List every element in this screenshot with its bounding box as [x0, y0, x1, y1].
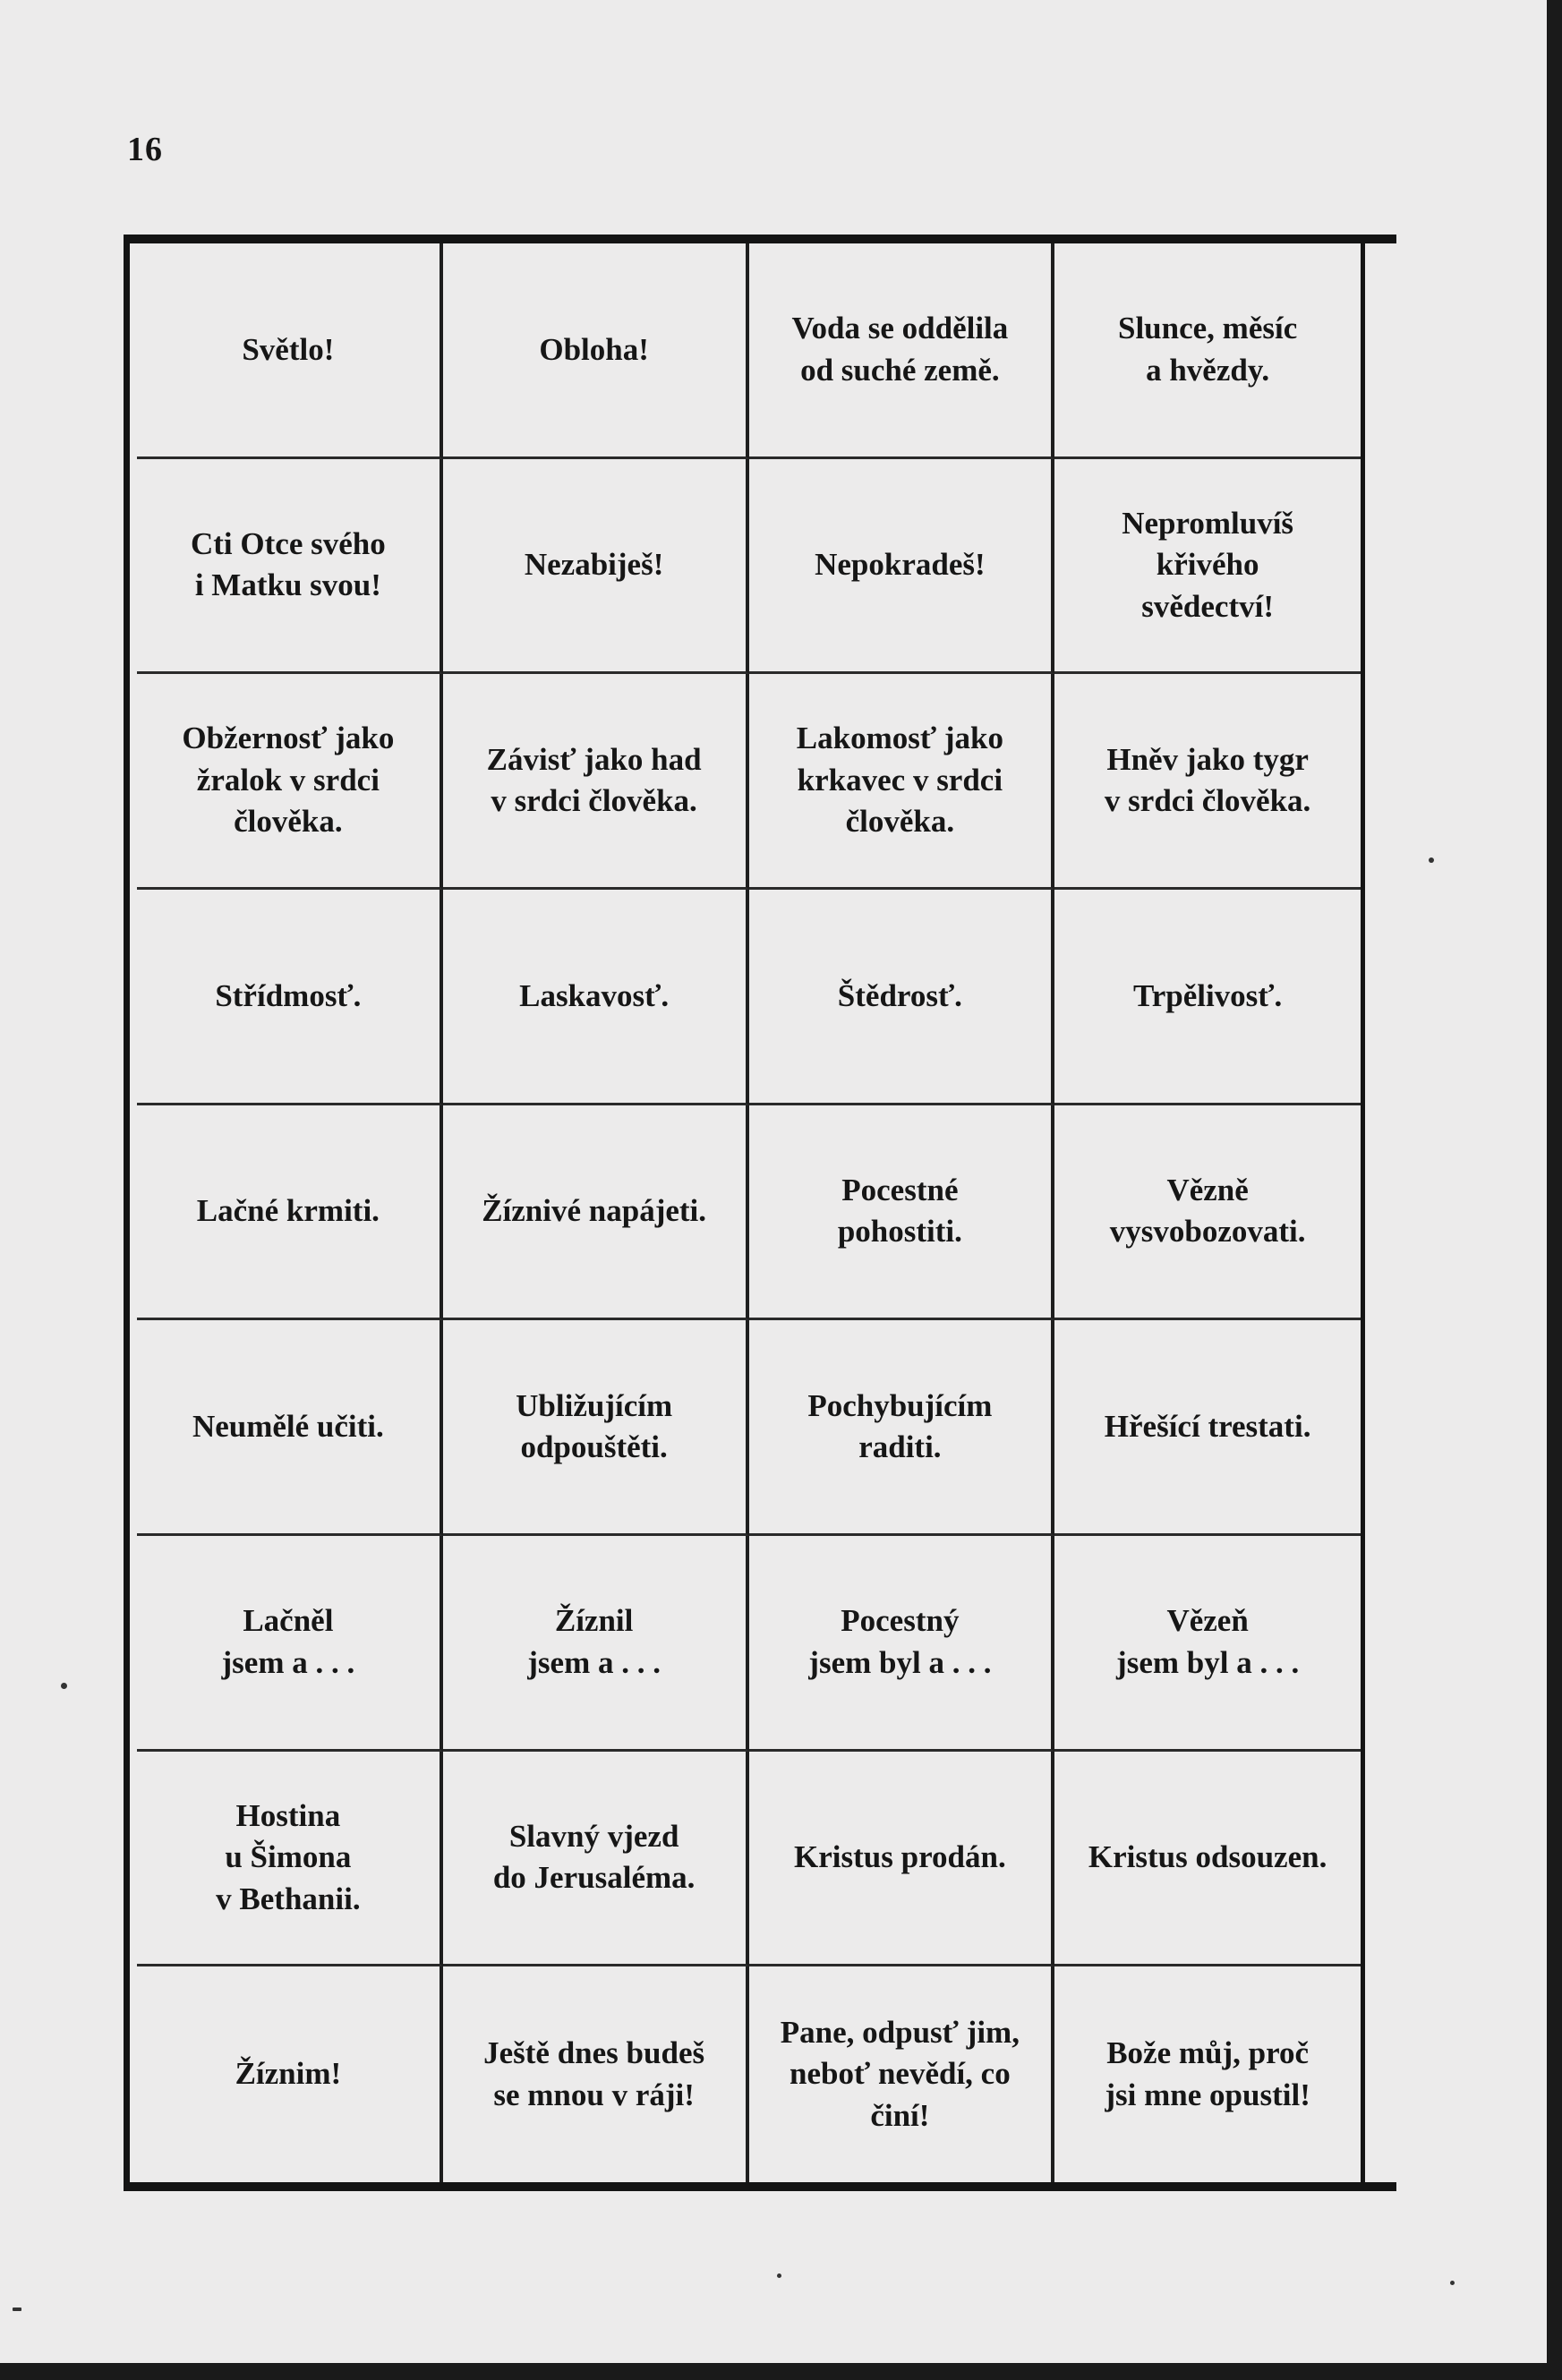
table-cell: Žíznivé napájeti.: [443, 1105, 749, 1321]
table-cell: Hostina u Šimona v Bethanii.: [137, 1752, 443, 1967]
table-cell: Nepokradeš!: [749, 459, 1055, 675]
table-cell: Hněv jako tygr v srdci člověka.: [1054, 674, 1361, 890]
table-cell: Lačné krmiti.: [137, 1105, 443, 1321]
table-cell: Vězně vysvobozovati.: [1054, 1105, 1361, 1321]
table-cell: Hřešící trestati.: [1054, 1320, 1361, 1536]
table-cell: Pocestné pohostiti.: [749, 1105, 1055, 1321]
table-cell: Pochybujícím raditi.: [749, 1320, 1055, 1536]
table-cell: Trpělivosť.: [1054, 890, 1361, 1105]
table-cell: Žíznim!: [137, 1966, 443, 2182]
table-cell: Pocestný jsem byl a . . .: [749, 1536, 1055, 1752]
table-cell: Lačněl jsem a . . .: [137, 1536, 443, 1752]
table-cell: Bože můj, proč jsi mne opustil!: [1105, 2035, 1310, 2112]
table-cell: Vězeň jsem byl a . . .: [1054, 1536, 1361, 1752]
table-cell: Obžernosť jako žralok v srdci člověka.: [137, 674, 443, 890]
card-table: [124, 235, 1396, 2191]
table-cell: Cti Otce svého i Matku svou!: [137, 459, 443, 675]
table-cell: Ubližujícím odpouštěti.: [443, 1320, 749, 1536]
card-grid: [137, 243, 1365, 2182]
table-cell: Neumělé učiti.: [137, 1320, 443, 1536]
table-cell: Střídmosť.: [137, 890, 443, 1105]
table-cell: Obloha!: [443, 243, 749, 459]
scan-speck: [1450, 2281, 1455, 2285]
table-cell: Lakomosť jako krkavec v srdci člověka.: [749, 674, 1055, 890]
scan-speck: [777, 2273, 781, 2278]
scan-speck: [61, 1683, 67, 1689]
table-cell: Nezabiješ!: [443, 459, 749, 675]
table-cell: Slavný vjezd do Jerusaléma.: [443, 1752, 749, 1967]
page-number: 16: [127, 131, 163, 168]
table-cell: Ještě dnes budeš se mnou v ráji!: [443, 1966, 749, 2182]
table-cell: Kristus prodán.: [749, 1752, 1055, 1967]
table-cell: Nepromluvíš křivého svědectví!: [1054, 459, 1361, 675]
table-cell: Závisť jako had v srdci člověka.: [443, 674, 749, 890]
table-cell: Kristus odsouzen.: [1054, 1752, 1361, 1967]
table-cell: Štědrosť.: [749, 890, 1055, 1105]
scan-speck: [13, 2307, 21, 2311]
table-cell: Žíznil jsem a . . .: [443, 1536, 749, 1752]
table-cell: Pane, odpusť jim, neboť nevědí, co činí!: [749, 1966, 1055, 2182]
table-cell: Voda se oddělila od suché země.: [749, 243, 1055, 459]
table-cell: Laskavosť.: [443, 890, 749, 1105]
table-cell: Světlo!: [137, 243, 443, 459]
scan-speck: [1429, 857, 1434, 863]
table-cell: Slunce, měsíc a hvězdy.: [1054, 243, 1361, 459]
